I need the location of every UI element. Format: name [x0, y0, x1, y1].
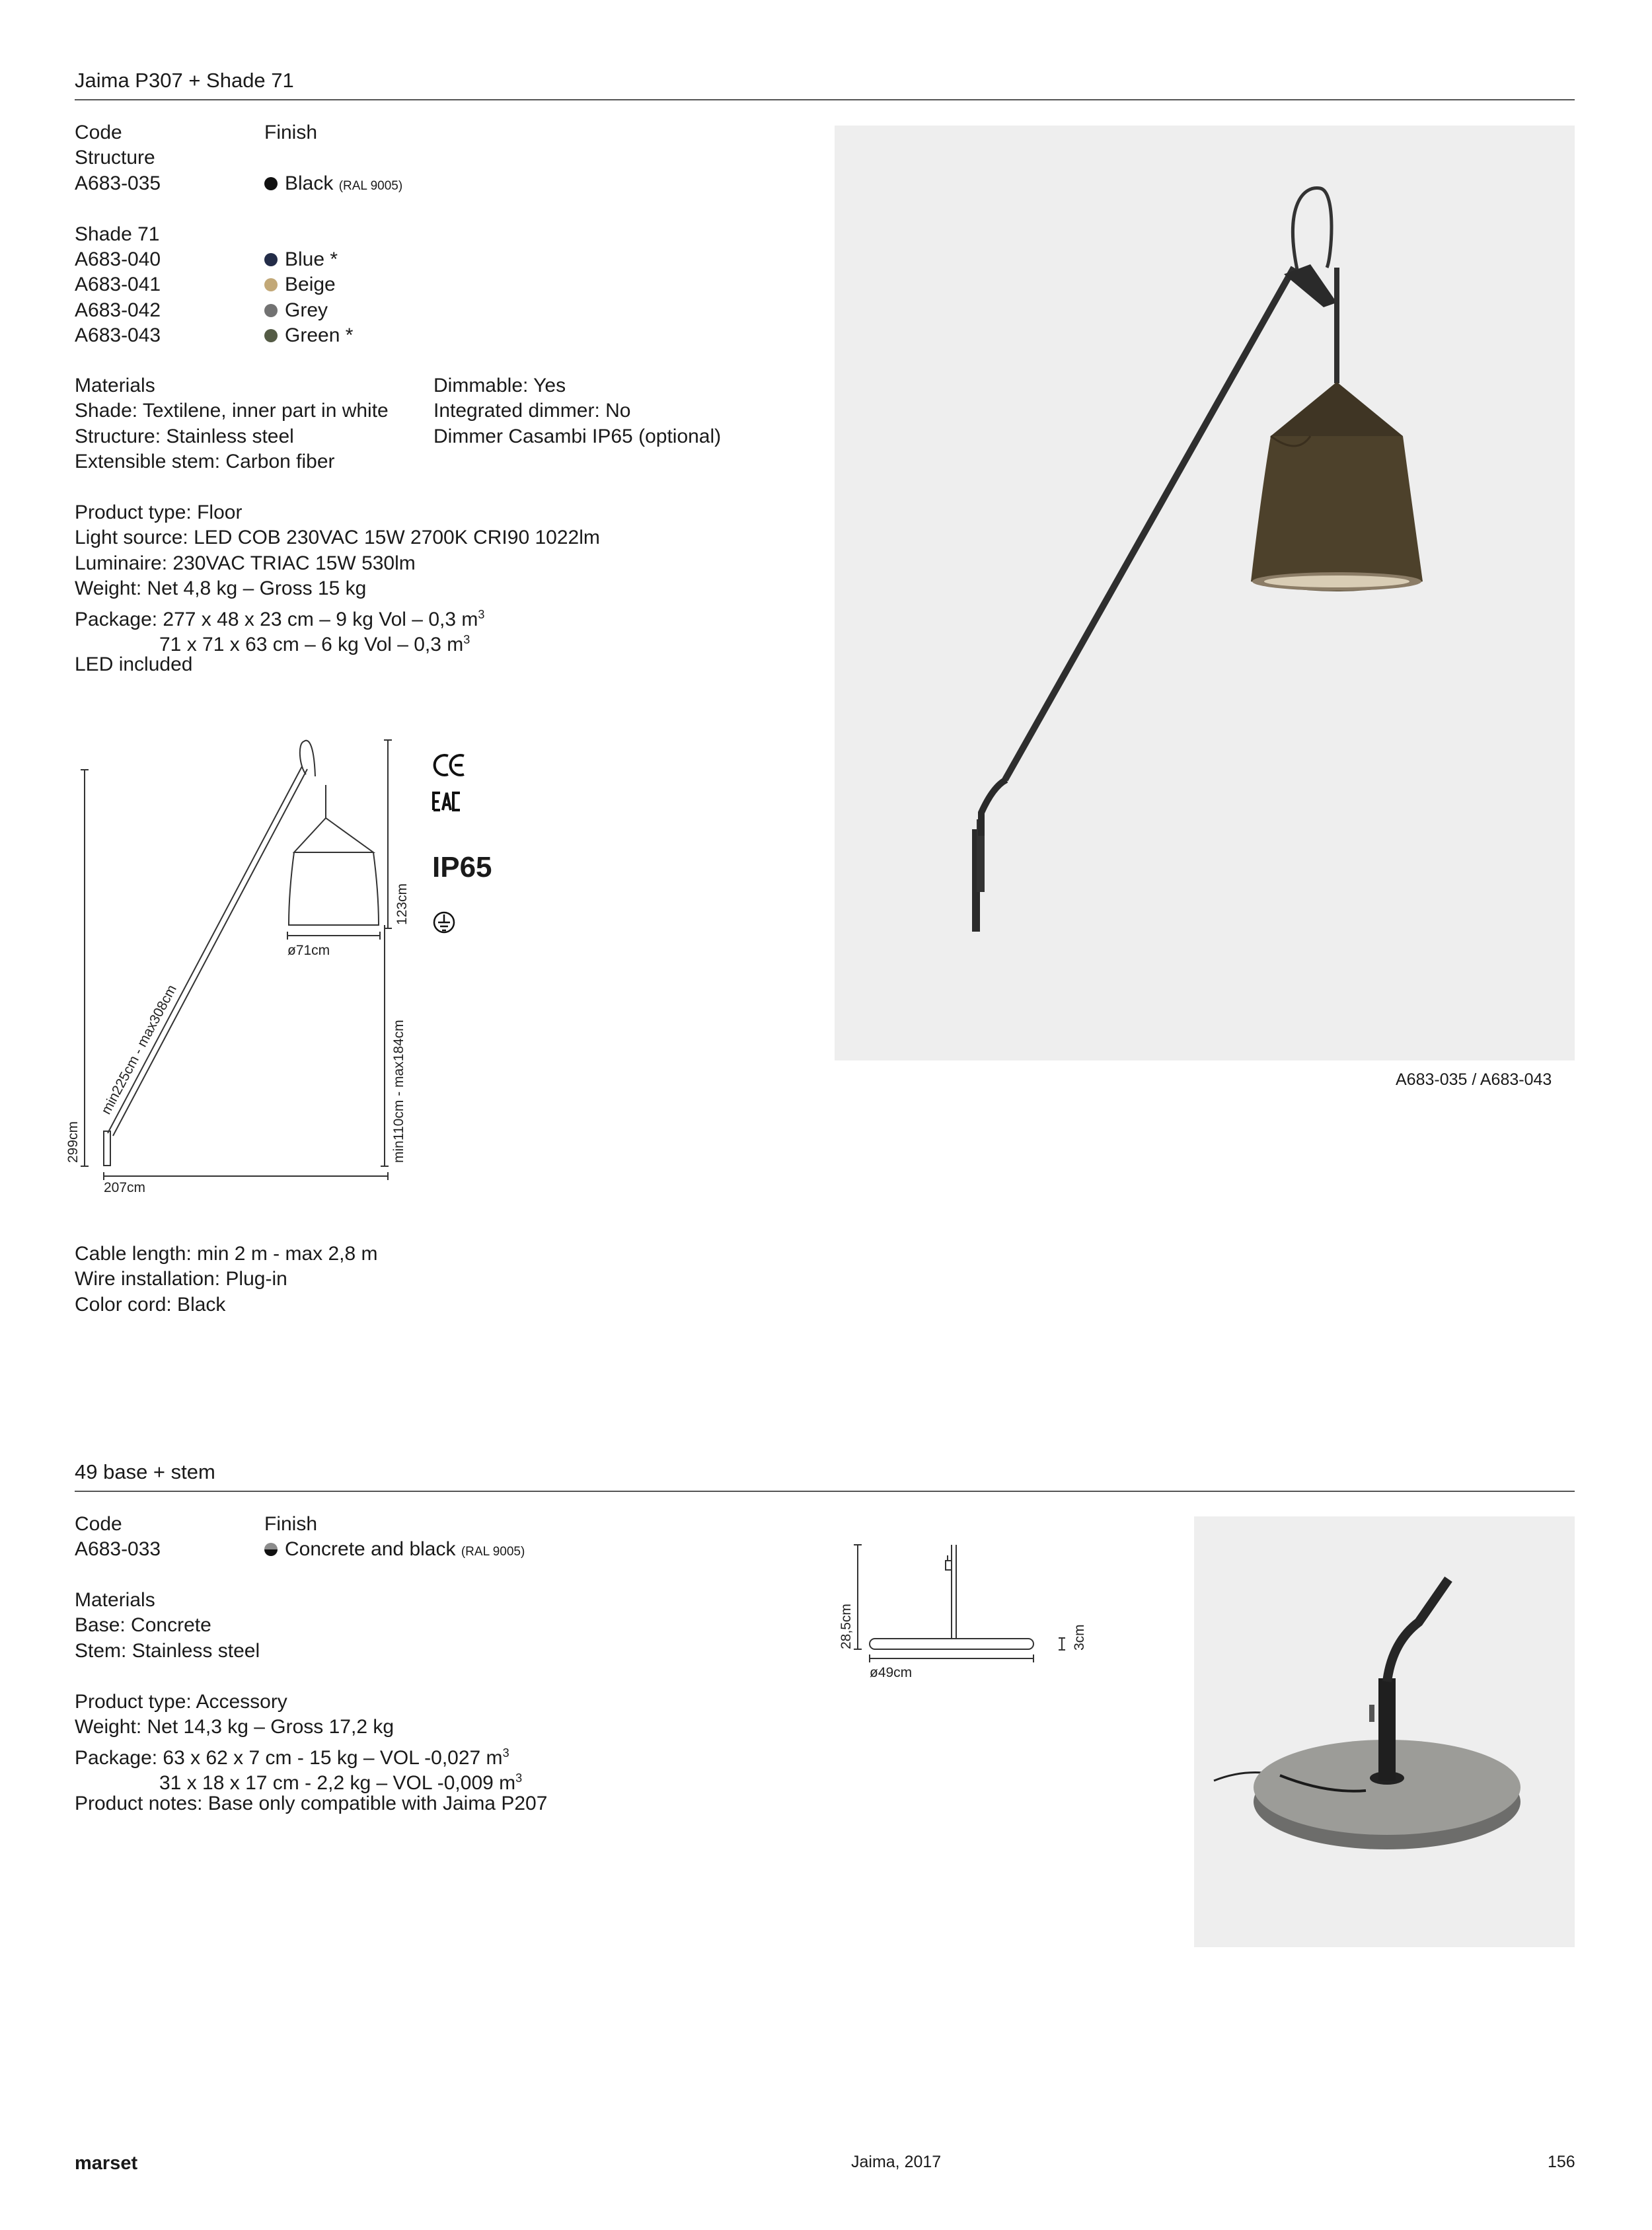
ce-mark-icon [435, 755, 448, 775]
finish-header: Finish [264, 1513, 318, 1535]
cable-line: Cable length: min 2 m - max 2,8 m [75, 1243, 378, 1265]
finish-header: Finish [264, 122, 318, 143]
photo-caption: A683-035 / A683-043 [1396, 1070, 1552, 1089]
brand-logo: marset [75, 2153, 138, 2174]
base-dimension-drawing [834, 1533, 1111, 1691]
dimmer-line: Dimmer Casambi IP65 (optional) [433, 425, 722, 447]
finish-shade: Green * [264, 323, 402, 348]
product-notes: Product notes: Base only compatible with Jaima P207 [75, 1792, 548, 1814]
finish-shade: Beige [264, 272, 402, 297]
finish-shade: Grey [264, 298, 402, 323]
shade-label: Shade 71 [75, 223, 160, 245]
package-line: 31 x 18 x 17 cm - 2,2 kg – VOL -0,009 $m^3$ [159, 1771, 523, 1795]
product-line: Product type: Floor [75, 502, 243, 523]
section-divider [75, 99, 1575, 100]
led-included: LED included [75, 653, 193, 676]
product-line: Luminaire: 230VAC TRIAC 15W 530lm [75, 552, 416, 574]
cable-line: Wire installation: Plug-in [75, 1268, 287, 1290]
product-line: Product type: Accessory [75, 1691, 287, 1713]
finish-structure: Black (RAL 9005) [264, 171, 402, 196]
beige-swatch-icon [264, 278, 278, 291]
finish-column [264, 120, 402, 349]
shade-code: A683-043 [75, 324, 161, 347]
materials-block [75, 1588, 260, 1664]
shade-diameter-label: ø71cm [287, 943, 330, 958]
material-line: Structure: Stainless steel [75, 425, 294, 447]
certifications [431, 752, 510, 944]
concrete-black-swatch-icon [264, 1543, 278, 1556]
base-product-photo [1194, 1516, 1575, 1947]
base-diameter-label: ø49cm [870, 1665, 913, 1680]
shade-code: A683-041 [75, 274, 161, 296]
ce-mark-icon-e [451, 755, 464, 775]
materials-block [75, 373, 389, 475]
material-line: Stem: Stainless steel [75, 1639, 260, 1662]
package-line: Package: 277 x 48 x 23 cm – 9 kg Vol – 0,3 $m^3$ [75, 607, 485, 630]
cable-line: Color cord: Black [75, 1293, 226, 1316]
concrete-base-image [1194, 1516, 1575, 1947]
product-line: Weight: Net 14,3 kg – Gross 17,2 kg [75, 1716, 394, 1738]
dimmer-line: Dimmable: Yes [433, 375, 566, 396]
material-line: Base: Concrete [75, 1614, 211, 1637]
finish-base: Concrete and black (RAL 9005) [264, 1537, 525, 1562]
material-line: Shade: Textilene, inner part in white [75, 400, 389, 422]
structure-code: A683-035 [75, 172, 161, 194]
material-line: Extensible stem: Carbon fiber [75, 451, 335, 473]
code-header: Code [75, 1513, 122, 1535]
product-line: Light source: LED COB 230VAC 15W 2700K CRI90 1022lm [75, 527, 600, 549]
ral-code: (RAL 9005) [338, 178, 403, 193]
green-swatch-icon [264, 329, 278, 342]
grey-swatch-icon [264, 304, 278, 317]
shade-code: A683-040 [75, 248, 161, 270]
dimmer-line: Integrated dimmer: No [433, 400, 631, 422]
finish-column [264, 1512, 525, 1563]
eac-mark-icon [433, 793, 440, 810]
total-height-label: 299cm [65, 1121, 81, 1163]
base-code: A683-033 [75, 1538, 161, 1561]
floor-lamp-image [835, 126, 1575, 1060]
code-column [75, 120, 161, 349]
structure-label: Structure [75, 147, 155, 169]
materials-heading: Materials [75, 1589, 155, 1611]
finish-shade: Blue * [264, 247, 402, 272]
code-column [75, 1512, 161, 1563]
shade-code: A683-042 [75, 299, 161, 321]
cable-block [75, 1242, 378, 1318]
shade-height-label: 123cm [394, 883, 410, 925]
product-line: Weight: Net 4,8 kg – Gross 15 kg [75, 577, 367, 600]
ip65-rating: IP65 [432, 851, 492, 883]
code-header: Code [75, 122, 122, 143]
base-height-label: 28,5cm [839, 1604, 854, 1649]
dimmer-block [433, 373, 721, 449]
package-line: Package: 63 x 62 x 7 cm - 15 kg – VOL -0,027 $m^3$ [75, 1746, 509, 1769]
section-divider [75, 1491, 1575, 1492]
stem-height-label: min110cm - max184cm [391, 1020, 406, 1163]
materials-heading: Materials [75, 375, 155, 396]
section-title: 49 base + stem [75, 1460, 215, 1483]
product-block [75, 500, 600, 678]
collection-label: Jaima, 2017 [851, 2153, 942, 2171]
black-swatch-icon [264, 177, 278, 190]
base-thickness-label: 3cm [1072, 1624, 1087, 1651]
dimension-drawing [63, 727, 433, 1209]
reach-label: 207cm [104, 1180, 146, 1195]
package-line: 71 x 71 x 63 cm – 6 kg Vol – 0,3 $m^3$ [159, 632, 470, 655]
blue-swatch-icon [264, 253, 278, 266]
page-number: 156 [1548, 2153, 1575, 2171]
stem-length-label: min225cm - max308cm [98, 982, 180, 1117]
product-photo [835, 126, 1575, 1060]
ral-code: (RAL 9005) [461, 1545, 525, 1559]
product-block [75, 1690, 547, 1816]
section-title: Jaima P307 + Shade 71 [75, 69, 294, 92]
